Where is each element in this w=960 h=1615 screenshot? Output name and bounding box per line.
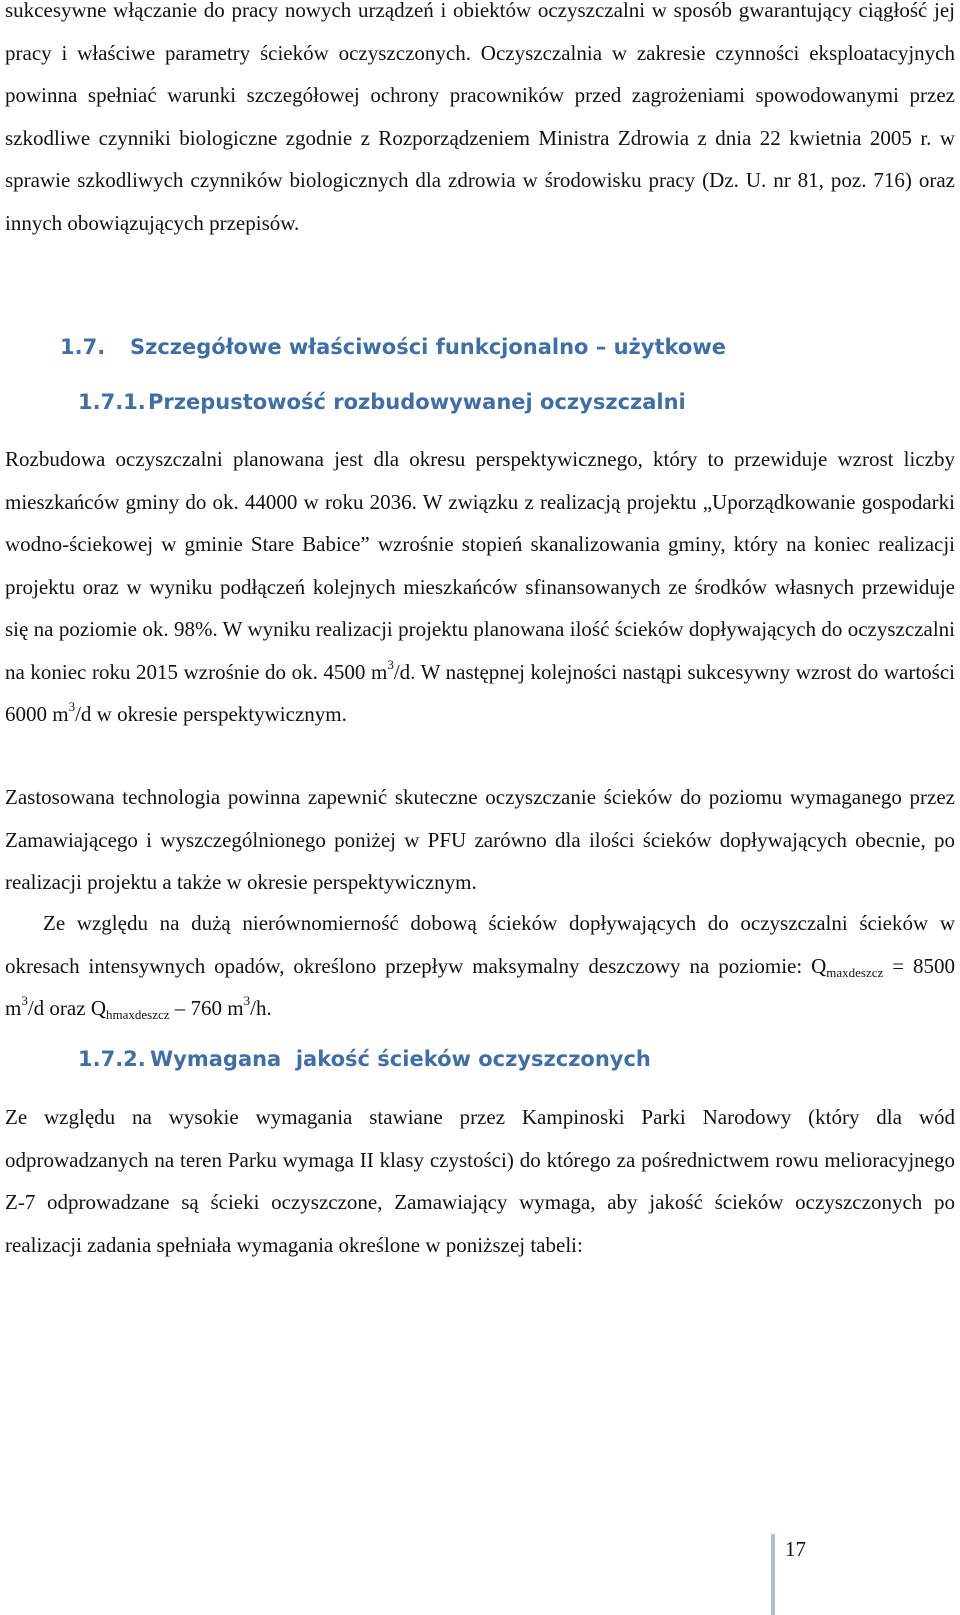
superscript: 3 xyxy=(21,993,28,1008)
technology-paragraph: Zastosowana technologia powinna zapewnić skuteczne oczyszczanie ścieków do poziomu wymaganego przez Zamawiającego i wyszczególnionego poniżej w PFU zarówno dla ilości ścieków dopływających obecnie, po realizacji projektu a także w okresie perspektywicznym. xyxy=(5,785,955,894)
text-run: /d oraz Q xyxy=(27,996,106,1020)
text-run: = 8500 m xyxy=(5,953,955,1020)
section-title: Wymagana jakość ścieków oczyszczonych xyxy=(150,1047,651,1071)
page-number-bar xyxy=(771,1534,775,1615)
superscript: 3 xyxy=(387,656,394,672)
section-heading-1-7-1 xyxy=(78,387,686,417)
section-number: 1.7. xyxy=(60,335,106,359)
text-run: Rozbudowa oczyszczalni planowana jest dla okresu perspektywicznego, który to przewiduje wzrost liczby mieszkańców gminy do ok. 44000 w roku 2036. W związku z realizacją projektu „Uporządkowanie gospodarki wodno-ściekowej w gminie Stare Babice” wzrośnie stopień skanalizowania gminy, który na koniec realizacji projektu oraz w wyniku podłączeń kolejnych mieszkańców sfinansowanych ze środków własnych przewiduje się na poziomie ok. 98%. W wyniku realizacji projektu planowana ilość ścieków dopływających do oczyszczalni na koniec roku 2015 wzrośnie do ok. 4500 m xyxy=(5,447,955,684)
quality-paragraph: Ze względu na wysokie wymagania stawiane przez Kampinoski Parki Narodowy (który dla wód odprowadzanych na teren Parku wymaga II klasy czystości) do którego za pośrednictwem rowu melioracyjnego Z-7 odprowadzane są ścieki oczyszczone, Zamawiający wymaga, aby jakość ścieków oczyszczonych po realizacji zadania spełniała wymagania określone w poniższej tabeli: xyxy=(5,1105,955,1257)
superscript: 3 xyxy=(68,699,76,714)
section-title: Przepustowość rozbudowywanej oczyszczalni xyxy=(148,390,686,414)
text-run: /d w okresie perspektywicznym. xyxy=(75,702,347,726)
text-run: /d. W następnej kolejności nastąpi sukcesywny wzrost do wartości 6000 m xyxy=(5,659,955,726)
section-number: 1.7.1. xyxy=(78,390,146,414)
section-heading-1-7-2 xyxy=(78,1044,651,1074)
section-title: Szczegółowe właściwości funkcjonalno – użytkowe xyxy=(130,335,726,359)
capacity-paragraph xyxy=(5,438,955,736)
page-number: 17 xyxy=(785,1537,806,1561)
text-run: – 760 m xyxy=(169,996,244,1020)
subscript: maxdeszcz xyxy=(826,964,884,980)
section-number: 1.7.2. xyxy=(78,1047,146,1071)
intro-paragraph: sukcesywne włączanie do pracy nowych urządzeń i obiektów oczyszczalni w sposób gwarantujący ciągłość jej pracy i właściwe parametry ścieków oczyszczonych. Oczyszczalnia w zakresie czynności eksploatacyjnych powinna spełniać warunki szczegółowej ochrony pracowników przed zagrożeniami spowodowanymi przez szkodliwe czynniki biologiczne zgodnie z Rozporządzeniem Ministra Zdrowia z dnia 22 kwietnia 2005 r. w sprawie szkodliwych czynników biologicznych dla zdrowia w środowisku pracy (Dz. U. nr 81, poz. 716) oraz innych obowiązujących przepisów. xyxy=(5,0,955,235)
section-heading-1-7 xyxy=(60,332,726,362)
rain-flow-paragraph xyxy=(5,902,955,1030)
superscript: 3 xyxy=(243,993,251,1008)
text-run: /h. xyxy=(250,996,272,1020)
subscript: hmaxdeszcz xyxy=(105,1007,170,1022)
text-run: Ze względu na dużą nierównomierność dobową ścieków dopływających do oczyszczalni ścieków w okresach intensywnych opadów, określono przepływ maksymalny deszczowy na poziomie: Q xyxy=(5,911,955,978)
